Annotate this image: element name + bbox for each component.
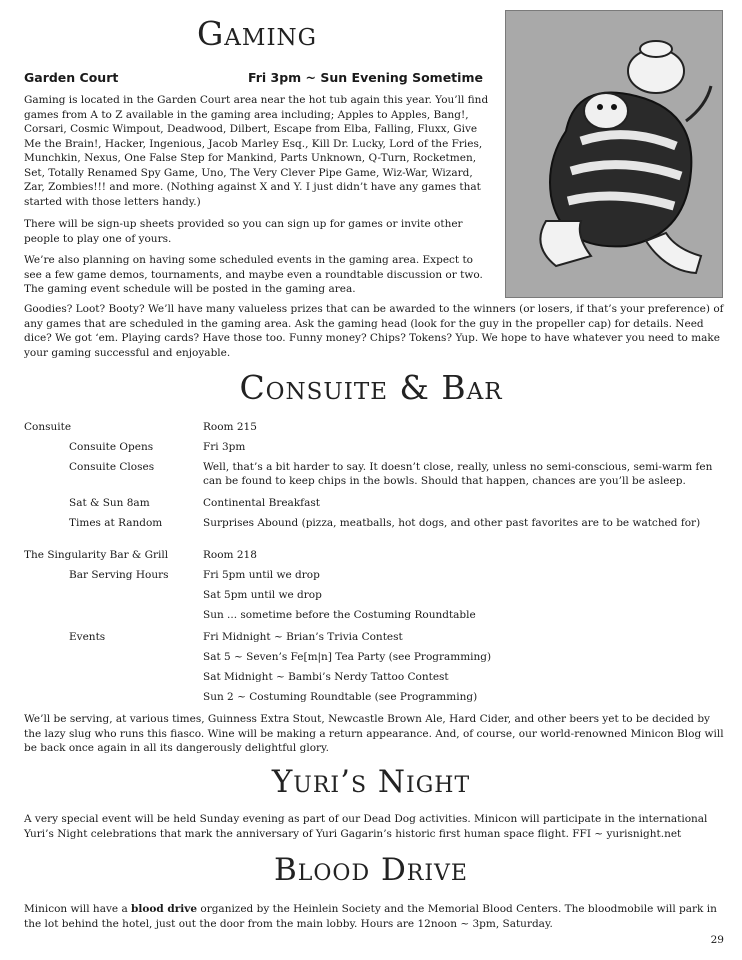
consuite-breakfast-label: Sat & Sun 8am <box>69 497 150 509</box>
page-number: 29 <box>710 934 724 946</box>
bar-room: Room 218 <box>203 549 257 561</box>
consuite-label: Consuite <box>24 421 72 433</box>
gaming-location-line <box>24 70 490 85</box>
cartoon-figure-image <box>506 11 722 297</box>
bar-label: The Singularity Bar & Grill <box>24 549 169 561</box>
blood-paragraph <box>24 902 724 931</box>
blood-heading: Blood Drive <box>273 852 468 888</box>
cartoon-illustration <box>505 10 723 298</box>
bar-event-3: Sat Midnight ~ Bambi’s Nerdy Tattoo Contest <box>203 671 449 683</box>
gaming-paragraph-2: There will be sign-up sheets provided so you can sign up for games or invite other people to play one of yours. <box>24 218 463 245</box>
consuite-opens-label: Consuite Opens <box>69 441 154 453</box>
consuite-opens-value: Fri 3pm <box>203 441 246 453</box>
bar-event-2: Sat 5 ~ Seven’s Fe[m|n] Tea Party (see Programming) <box>203 651 492 663</box>
consuite-heading: Consuite & Bar <box>239 368 503 407</box>
gaming-paragraph-3: We’re also planning on having some scheduled events in the gaming area. Expect to see a few game demos, tournaments, and maybe even a roundtable discussion or two. The gaming event schedule will be posted in the gaming area. <box>24 254 483 295</box>
bar-closing-paragraph: We’ll be serving, at various times, Guinness Extra Stout, Newcastle Brown Ale, Hard Cider, and other beers yet to be decided by the lazy slug who runs this fiasco. Wine will be making a return appearance. And, of course, our world-renowned Minicon Blog will be back once again in all its dangerously delightful glory. <box>24 713 724 754</box>
gaming-paragraph-1: Gaming is located in the Garden Court area near the hot tub again this year. You’ll find games from A to Z available in the gaming area including; Apples to Apples, Bang!, Corsari, Cosmic Wimpout, Deadwood, Dilbert, Escape from Elba, Falling, Fluxx, Give Me the Brain!, Hacker, Ingenious, Jacob Marley Esq., Kill Dr. Lucky, Lord of the Fries, Munchkin, Nexus, One False Step for Mankind, Parts Unknown, Q-Turn, Rocketmen, Set, Totally Renamed Spy Game, Uno, The Very Clever Pipe Game, Wiz-War, Wizard, Zar, Zombies!!! and more. (Nothing against X and Y. I just didn’t have any games that started with those letters handy.) <box>24 94 489 208</box>
gaming-heading: Gaming <box>196 14 318 53</box>
yuri-heading: Yuri’s Night <box>271 764 471 800</box>
gaming-location: Garden Court <box>24 70 119 85</box>
blood-drive-bold: blood drive <box>131 903 198 915</box>
bar-serving-sat: Sat 5pm until we drop <box>203 589 322 601</box>
blood-text-post: organized by the Heinlein Society and the Memorial Blood Centers. The bloodmobile will park in the lot behind the hotel, just out the door from the main lobby. Hours are 12noon ~ 3pm, Saturday. <box>24 903 717 930</box>
bar-serving-fri: Fri 5pm until we drop <box>203 569 320 581</box>
blood-text-pre: Minicon will have a <box>24 903 132 915</box>
consuite-schedule <box>24 420 724 710</box>
consuite-random-value: Surprises Abound (pizza, meatballs, hot dogs, and other past favorites are to be watched for) <box>203 517 701 529</box>
gaming-time: Fri 3pm ~ Sun Evening Sometime <box>248 70 483 85</box>
bar-event-1: Fri Midnight ~ Brian’s Trivia Contest <box>203 631 403 643</box>
consuite-random-label: Times at Random <box>69 517 163 529</box>
bar-events-label: Events <box>69 631 106 643</box>
yuri-paragraph: A very special event will be held Sunday evening as part of our Dead Dog activities. Minicon will participate in the international Yuri’s Night celebrations that mark the anniversary of Yuri Gagarin’s historic first human space flight. FFI ~ yurisnight.net <box>24 813 708 840</box>
consuite-room: Room 215 <box>203 421 257 433</box>
bar-serving-sun: Sun ... sometime before the Costuming Roundtable <box>203 609 476 621</box>
consuite-closes-label: Consuite Closes <box>69 461 155 473</box>
bar-event-4: Sun 2 ~ Costuming Roundtable (see Programming) <box>203 691 478 703</box>
bar-serving-label: Bar Serving Hours <box>69 569 169 581</box>
gaming-paragraph-4: Goodies? Loot? Booty? We’ll have many valueless prizes that can be awarded to the winners (or losers, if that’s your preference) of any games that are scheduled in the gaming area. Ask the gaming head (look for the guy in the propeller cap) for details. Need dice? We got ‘em. Playing cards? Have those too. Funny money? Chips? Tokens? Yup. We hope to have whatever you need to make your gaming successful and enjoyable. <box>24 303 724 359</box>
consuite-closes-value: Well, that’s a bit harder to say. It doesn’t close, really, unless no semi-conscious, semi-warm fen can be found to keep chips in the bowls. Should that happen, chances are you’ll be asleep. <box>203 461 713 487</box>
consuite-breakfast-value: Continental Breakfast <box>203 497 320 509</box>
